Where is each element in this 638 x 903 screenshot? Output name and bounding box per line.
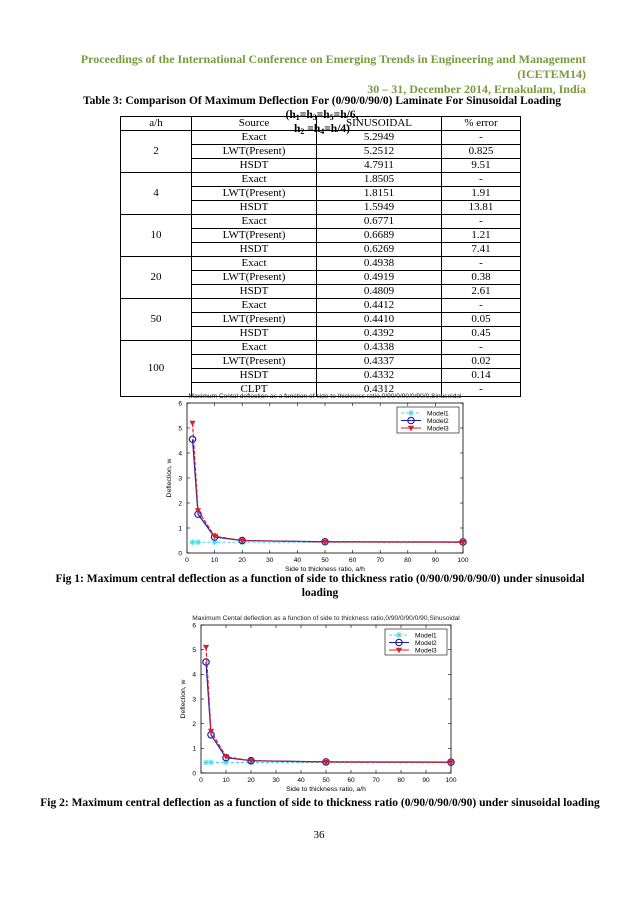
x-tick-label: 40 xyxy=(293,557,302,564)
sinusoidal-cell: 4.7911 xyxy=(317,159,442,173)
legend-marker xyxy=(408,410,414,416)
table-row xyxy=(121,215,521,229)
sinusoidal-cell: 0.4392 xyxy=(317,327,442,341)
error-cell: 0.14 xyxy=(442,369,521,383)
chart-1 xyxy=(0,367,638,597)
figure-1-caption-line-2: loading xyxy=(301,587,339,599)
ah-cell: 20 xyxy=(121,257,192,299)
ah-cell: 50 xyxy=(121,299,192,341)
data-point xyxy=(190,421,195,426)
source-cell: Exact xyxy=(192,257,317,271)
legend-label: Model2 xyxy=(427,417,449,425)
x-tick-label: 0 xyxy=(199,777,203,784)
y-tick-label: 6 xyxy=(192,622,196,630)
legend-label: Model3 xyxy=(415,647,437,655)
source-cell: HSDT xyxy=(192,327,317,341)
sinusoidal-cell: 1.8151 xyxy=(317,187,442,201)
data-point xyxy=(208,729,213,734)
error-cell: 0.05 xyxy=(442,313,521,327)
y-tick-label: 1 xyxy=(178,525,182,533)
x-tick-label: 70 xyxy=(372,777,380,784)
figure-1-caption xyxy=(40,572,600,600)
error-cell: - xyxy=(442,383,521,397)
series-line xyxy=(193,439,463,542)
source-cell: Exact xyxy=(192,131,317,145)
sinusoidal-cell: 0.4338 xyxy=(317,341,442,355)
ah-cell: 100 xyxy=(121,341,192,397)
col-header-source: Source xyxy=(192,117,317,131)
y-tick-label: 2 xyxy=(192,721,196,729)
sinusoidal-cell: 0.4919 xyxy=(317,271,442,285)
x-tick-label: 10 xyxy=(210,557,219,564)
y-tick-label: 5 xyxy=(178,425,182,433)
legend-label: Model3 xyxy=(427,425,449,433)
error-cell: 0.02 xyxy=(442,355,521,369)
error-cell: - xyxy=(442,215,521,229)
ah-cell: 4 xyxy=(121,173,192,215)
deflection-table xyxy=(120,116,521,397)
figure-1 xyxy=(0,367,638,597)
source-cell: CLPT xyxy=(192,383,317,397)
legend-label: Model1 xyxy=(415,632,437,640)
sinusoidal-cell: 5.2949 xyxy=(317,131,442,145)
sinusoidal-cell: 0.6689 xyxy=(317,229,442,243)
data-point xyxy=(190,539,196,545)
sinusoidal-cell: 0.4332 xyxy=(317,369,442,383)
y-tick-label: 0 xyxy=(178,550,182,558)
x-tick-label: 60 xyxy=(348,557,357,564)
y-tick-label: 4 xyxy=(192,671,196,679)
header-line-1: Proceedings of the International Conference on Emerging Trends in Engineering and Management (ICETEM14) xyxy=(80,52,586,81)
x-tick-label: 20 xyxy=(238,557,246,564)
x-tick-label: 30 xyxy=(266,557,274,564)
table-header-row xyxy=(121,117,521,131)
source-cell: Exact xyxy=(192,173,317,187)
header-line-2: 30 – 31, December 2014, Ernakulam, India xyxy=(367,82,586,96)
y-tick-label: 3 xyxy=(192,696,196,704)
x-tick-label: 50 xyxy=(321,557,329,564)
error-cell: - xyxy=(442,173,521,187)
col-header-ah: a/h xyxy=(121,117,192,131)
y-tick-label: 0 xyxy=(192,770,196,778)
ah-cell: 2 xyxy=(121,131,192,173)
figure-2-caption: Fig 2: Maximum central deflection as a function of side to thickness ratio (0/90/0/90/0/90) under sinusoidal loading xyxy=(40,797,600,809)
source-cell: HSDT xyxy=(192,243,317,257)
y-tick-label: 6 xyxy=(178,400,182,408)
sinusoidal-cell: 0.6771 xyxy=(317,215,442,229)
proceedings-header xyxy=(40,52,586,97)
y-tick-label: 2 xyxy=(178,500,182,508)
table-row xyxy=(121,131,521,145)
y-tick-label: 1 xyxy=(192,745,196,753)
error-cell: - xyxy=(442,299,521,313)
source-cell: LWT(Present) xyxy=(192,229,317,243)
table-row xyxy=(121,299,521,313)
page-number: 36 xyxy=(313,829,325,841)
y-axis-label: Deflection, w xyxy=(180,679,187,719)
figure-1-caption-line-1: Fig 1: Maximum central deflection as a function of side to thickness ratio (0/90/0/90/0/90/0) under sinusoidal xyxy=(55,573,585,585)
error-cell: 0.825 xyxy=(442,145,521,159)
source-cell: LWT(Present) xyxy=(192,271,317,285)
ah-cell: 10 xyxy=(121,215,192,257)
sinusoidal-cell: 0.6269 xyxy=(317,243,442,257)
x-axis-label: Side to thickness ratio, a/h xyxy=(285,566,365,573)
source-cell: HSDT xyxy=(192,159,317,173)
sinusoidal-cell: 1.8505 xyxy=(317,173,442,187)
x-tick-label: 30 xyxy=(272,777,280,784)
legend-label: Model2 xyxy=(415,639,437,647)
table-row xyxy=(121,173,521,187)
x-axis-label: Side to thickness ratio, a/h xyxy=(286,786,366,793)
x-tick-label: 70 xyxy=(376,557,384,564)
table-row xyxy=(121,341,521,355)
col-header-sinusoidal: SINUSOIDAL xyxy=(317,117,442,131)
y-tick-label: 3 xyxy=(178,475,182,483)
series-line xyxy=(206,647,451,762)
x-tick-label: 0 xyxy=(185,557,189,564)
error-cell: 1.91 xyxy=(442,187,521,201)
sinusoidal-cell: 0.4410 xyxy=(317,313,442,327)
y-tick-label: 5 xyxy=(192,647,196,655)
error-cell: - xyxy=(442,257,521,271)
sinusoidal-cell: 5.2512 xyxy=(317,145,442,159)
table-caption-line-2: $h_2 =h_4=h/4$) xyxy=(294,123,350,136)
source-cell: LWT(Present) xyxy=(192,355,317,369)
series-model3 xyxy=(203,645,453,765)
error-cell: 2.61 xyxy=(442,285,521,299)
error-cell: 1.21 xyxy=(442,229,521,243)
sinusoidal-cell: 0.4938 xyxy=(317,257,442,271)
sinusoidal-cell: 0.4312 xyxy=(317,383,442,397)
chart-title: Maximum Cental deflection as a function of side to thickness ratio,0/90/0/90/0/90,Sinusoidal xyxy=(192,615,460,622)
col-header-error: % error xyxy=(442,117,521,131)
y-axis-label: Deflection, w xyxy=(166,458,173,498)
error-cell: 9.51 xyxy=(442,159,521,173)
data-point xyxy=(212,534,217,539)
sinusoidal-cell: 1.5949 xyxy=(317,201,442,215)
x-tick-label: 60 xyxy=(347,777,355,784)
error-cell: - xyxy=(442,341,521,355)
legend-label: Model1 xyxy=(427,410,449,418)
x-tick-label: 100 xyxy=(457,557,469,564)
sinusoidal-cell: 0.4337 xyxy=(317,355,442,369)
error-cell: 13.81 xyxy=(442,201,521,215)
data-point xyxy=(195,539,201,545)
table-row xyxy=(121,257,521,271)
source-cell: HSDT xyxy=(192,285,317,299)
x-tick-label: 20 xyxy=(247,777,255,784)
data-point xyxy=(208,759,214,765)
source-cell: HSDT xyxy=(192,201,317,215)
legend xyxy=(397,407,459,433)
table-caption-line-1: Table 3: Comparison Of Maximum Deflection For (0/90/0/90/0) Laminate For Sinusoidal Loading ($h_1=h_3=h_5=h/6$, xyxy=(82,95,561,122)
legend-marker xyxy=(396,632,402,638)
x-tick-label: 80 xyxy=(404,557,412,564)
series-model3 xyxy=(190,421,466,545)
x-tick-label: 80 xyxy=(397,777,405,784)
source-cell: LWT(Present) xyxy=(192,145,317,159)
x-tick-label: 90 xyxy=(422,777,430,784)
chart-title: Maximum Cental deflection as a function of side to thickness ratio,0/90/0/90/0/90/0,Sinusoidal xyxy=(188,393,462,400)
error-cell: 0.38 xyxy=(442,271,521,285)
error-cell: 7.41 xyxy=(442,243,521,257)
x-tick-label: 40 xyxy=(297,777,305,784)
legend xyxy=(385,629,447,655)
x-tick-label: 90 xyxy=(431,557,440,564)
series-model2 xyxy=(189,436,466,545)
series-line xyxy=(193,423,463,542)
x-tick-label: 50 xyxy=(322,777,330,784)
series-line xyxy=(206,662,451,762)
source-cell: Exact xyxy=(192,299,317,313)
error-cell: 0.45 xyxy=(442,327,521,341)
sinusoidal-cell: 0.4412 xyxy=(317,299,442,313)
source-cell: LWT(Present) xyxy=(192,187,317,201)
x-tick-label: 10 xyxy=(222,777,230,784)
x-tick-label: 100 xyxy=(445,777,457,784)
data-point xyxy=(203,645,208,650)
y-tick-label: 4 xyxy=(178,450,182,458)
source-cell: HSDT xyxy=(192,369,317,383)
source-cell: Exact xyxy=(192,215,317,229)
sinusoidal-cell: 0.4809 xyxy=(317,285,442,299)
source-cell: LWT(Present) xyxy=(192,313,317,327)
source-cell: Exact xyxy=(192,341,317,355)
series-model2 xyxy=(203,659,454,766)
error-cell: - xyxy=(442,131,521,145)
